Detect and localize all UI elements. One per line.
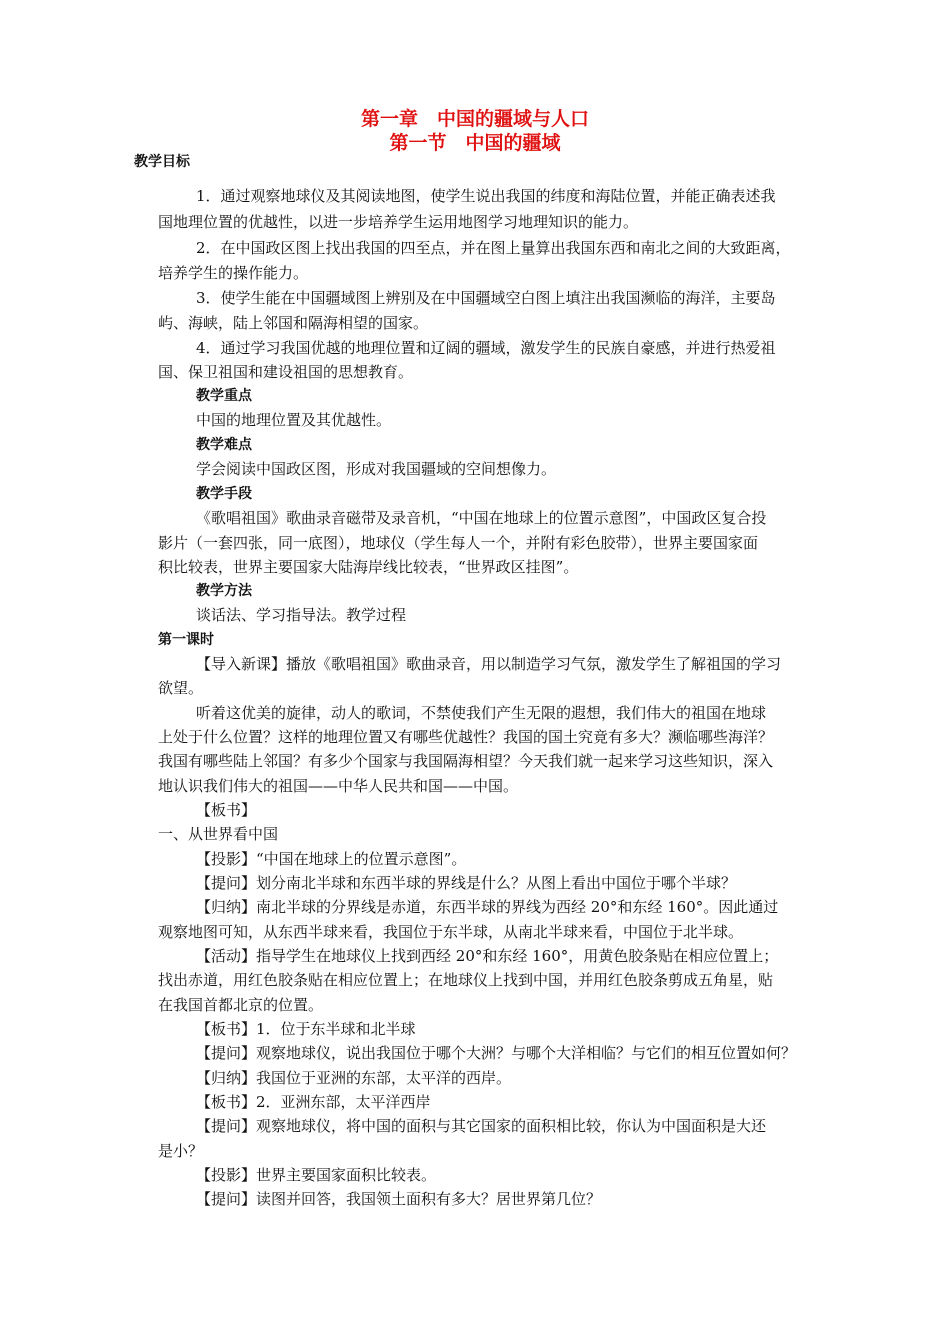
paragraph-line: 1．通过观察地球仪及其阅读地图，使学生说出我国的纬度和海陆位置，并能正确表述我 [196,187,776,205]
paragraph-line: 一、从世界看中国 [158,825,279,843]
paragraph-line: 国、保卫祖国和建设祖国的思想教育。 [158,363,414,381]
paragraph-line: 影片（一套四张，同一底图），地球仪（学生每人一个，并附有彩色胶带），世界主要国家面 [158,534,759,552]
paragraph-line: 【投影】“中国在地球上的位置示意图”。 [196,850,467,868]
paragraph-line: 观察地图可知，从东西半球来看，我国位于东半球，从南北半球来看，中国位于北半球。 [158,923,744,941]
paragraph-line: 找出赤道，用红色胶条贴在相应位置上；在地球仪上找到中国，并用红色胶条剪成五角星，贴 [158,971,774,989]
paragraph-line: 【提问】读图并回答，我国领土面积有多大？居世界第几位？ [196,1190,602,1208]
paragraph-line: 上处于什么位置？这样的地理位置又有哪些优越性？我国的国土究竟有多大？濒临哪些海洋？ [158,728,774,746]
paragraph-line: 【活动】指导学生在地球仪上找到西经 20°和东经 160°，用黄色胶条贴在相应位置上； [196,947,779,965]
paragraph-line: 【板书】2．亚洲东部，太平洋西岸 [196,1093,431,1111]
paragraph-line: 积比较表，世界主要国家大陆海岸线比较表，“世界政区挂图”。 [158,558,579,576]
chapter-title: 第一章 中国的疆域与人口 [360,108,589,130]
paragraph-line: 培养学生的操作能力。 [158,264,309,282]
paragraph-line: 【板书】 [196,801,257,819]
paragraph-line: 【归纳】我国位于亚洲的东部，太平洋的西岸。 [196,1069,512,1087]
heading-teaching-means: 教学手段 [196,486,252,502]
paragraph-line: 地认识我们伟大的祖国——中华人民共和国——中国。 [158,777,519,795]
heading-objectives: 教学目标 [134,154,190,170]
paragraph-line: 【归纳】南北半球的分界线是赤道，东西半球的界线为西经 20°和东经 160°。因此通过 [196,898,779,916]
paragraph-line: 学会阅读中国政区图，形成对我国疆域的空间想像力。 [196,460,557,478]
paragraph-line: 国地理位置的优越性，以进一步培养学生运用地图学习地理知识的能力。 [158,213,639,231]
paragraph-line: 2．在中国政区图上找出我国的四至点，并在图上量算出我国东西和南北之间的大致距离， [196,239,791,257]
paragraph-line: 中国的地理位置及其优越性。 [196,411,392,429]
paragraph-line: 屿、海峡，陆上邻国和隔海相望的国家。 [158,314,429,332]
heading-difficulties: 教学难点 [196,437,252,453]
paragraph-line: 【导入新课】播放《歌唱祖国》歌曲录音，用以制造学习气氛，激发学生了解祖国的学习 [196,655,782,673]
paragraph-line: 【提问】划分南北半球和东西半球的界线是什么？从图上看出中国位于哪个半球？ [196,874,737,892]
paragraph-line: 【板书】1．位于东半球和北半球 [196,1020,416,1038]
heading-first-lesson: 第一课时 [158,632,214,648]
paragraph-line: 谈话法、学习指导法。教学过程 [196,606,407,624]
paragraph-line: 4．通过学习我国优越的地理位置和辽阔的疆域，激发学生的民族自豪感，并进行热爱祖 [196,339,776,357]
paragraph-line: 在我国首都北京的位置。 [158,996,324,1014]
paragraph-line: 【投影】世界主要国家面积比较表。 [196,1166,437,1184]
paragraph-line: 听着这优美的旋律，动人的歌词，不禁使我们产生无限的遐想，我们伟大的祖国在地球 [196,704,767,722]
paragraph-line: 《歌唱祖国》歌曲录音磁带及录音机，“中国在地球上的位置示意图”，中国政区复合投 [196,509,767,527]
paragraph-line: 我国有哪些陆上邻国？有多少个国家与我国隔海相望？今天我们就一起来学习这些知识，深入 [158,752,774,770]
heading-key-points: 教学重点 [196,388,252,404]
section-title: 第一节 中国的疆域 [389,132,561,154]
paragraph-line: 是小？ [158,1142,204,1160]
paragraph-line: 欲望。 [158,679,204,697]
paragraph-line: 【提问】观察地球仪，将中国的面积与其它国家的面积相比较，你认为中国面积是大还 [196,1117,767,1135]
paragraph-line: 3．使学生能在中国疆域图上辨别及在中国疆域空白图上填注出我国濒临的海洋，主要岛 [196,289,776,307]
heading-teaching-methods: 教学方法 [196,583,252,599]
paragraph-line: 【提问】观察地球仪，说出我国位于哪个大洲？与哪个大洋相临？与它们的相互位置如何？ [196,1044,797,1062]
